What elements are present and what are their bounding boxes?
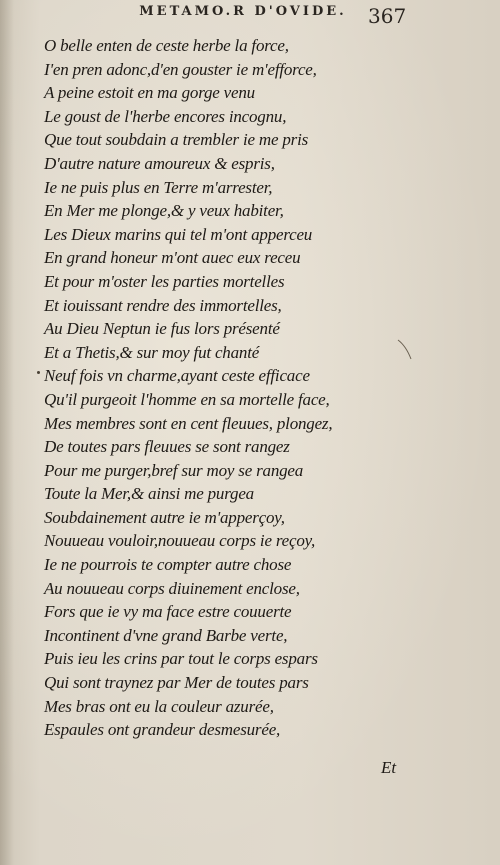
verse-line: Neuf fois vn charme,ayant ceste efficace xyxy=(44,366,310,386)
verse-line: Et pour m'oster les parties mortelles xyxy=(44,271,285,291)
verse-line: Fors que ie vy ma face estre couuerte xyxy=(44,602,292,622)
verse-line: Au nouueau corps diuinement enclose, xyxy=(44,578,300,598)
verse-line: A peine estoit en ma gorge venu xyxy=(44,83,255,103)
verse-line: Ie ne pourrois te compter autre chose xyxy=(44,555,292,575)
verse-line: Pour me purger,bref sur moy se rangea xyxy=(44,460,304,480)
catchword: Et xyxy=(381,758,397,777)
verse-line: O belle enten de ceste herbe la force, xyxy=(44,36,289,55)
verse-line: D'autre nature amoureux & espris, xyxy=(44,153,275,173)
verse-line: Nouueau vouloir,nouueau corps ie reçoy, xyxy=(44,531,316,551)
verse-line: I'en pren adonc,d'en gouster ie m'efforce, xyxy=(44,59,317,79)
ink-dot-mark xyxy=(37,371,40,374)
running-title: METAMO.R D'OVIDE. xyxy=(139,4,347,19)
verse-line: De toutes pars fleuues se sont rangez xyxy=(44,437,290,457)
verse-line: Mes membres sont en cent fleuues, plongez, xyxy=(44,413,333,433)
verse-line: Mes bras ont eu la couleur azurée, xyxy=(44,696,274,716)
verse-line: Espaules ont grandeur desmesurée, xyxy=(44,720,281,740)
verse-line: Soubdainement autre ie m'apperçoy, xyxy=(44,507,285,527)
verse-line: Et iouissant rendre des immortelles, xyxy=(44,295,282,315)
verse-line: En grand honeur m'ont auec eux receu xyxy=(44,248,301,268)
verse-line: Le goust de l'herbe encores incognu, xyxy=(44,106,287,126)
verse-line: Puis ieu les crins par tout le corps espars xyxy=(44,649,318,669)
page-number: 367 xyxy=(368,4,407,28)
verse-line: Ie ne puis plus en Terre m'arrester, xyxy=(44,177,273,197)
verse-line: Toute la Mer,& ainsi me purgea xyxy=(44,484,254,504)
verse-line: Et a Thetis,& sur moy fut chanté xyxy=(44,342,260,362)
verse-line: Qui sont traynez par Mer de toutes pars xyxy=(44,673,309,693)
verse-line: Au Dieu Neptun ie fus lors présenté xyxy=(44,319,280,339)
verse-line: Incontinent d'vne grand Barbe verte, xyxy=(44,625,288,645)
verse-line: En Mer me plonge,& y veux habiter, xyxy=(44,201,284,221)
verse-line: Que tout soubdain a trembler ie me pris xyxy=(44,130,309,150)
verse-line: Qu'il purgeoit l'homme en sa mortelle face, xyxy=(44,389,330,409)
ink-stroke-mark xyxy=(396,338,414,362)
verse-list xyxy=(44,34,374,742)
verse-line: Les Dieux marins qui tel m'ont apperceu xyxy=(44,224,313,244)
